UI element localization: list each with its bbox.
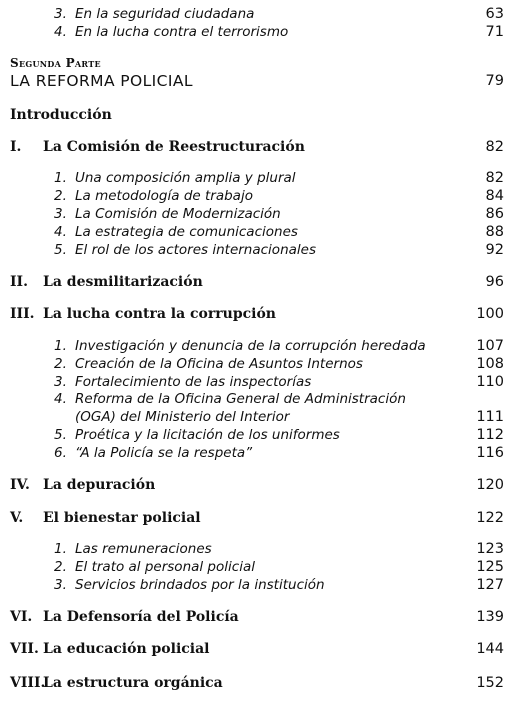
entry-title: Proética y la licitación de los uniformes <box>75 427 340 443</box>
entry-number: 3. <box>54 6 67 22</box>
entry-page: 86 <box>485 206 504 222</box>
entry-number: 3. <box>54 577 67 593</box>
entry-title: Las remuneraciones <box>75 541 212 557</box>
entry-number: 5. <box>54 242 67 258</box>
entry-title: Fortalecimiento de las inspectorías <box>75 374 312 390</box>
introduction-heading: Introducción <box>10 107 112 123</box>
section-title: El bienestar policial <box>43 510 201 526</box>
entry-page: 71 <box>485 24 504 40</box>
entry-number: 2. <box>54 356 67 372</box>
section-number: V. <box>10 510 24 526</box>
section-page: 120 <box>476 477 504 493</box>
entry-page: 63 <box>485 6 504 22</box>
entry-title: Creación de la Oficina de Asuntos Internos <box>75 356 363 372</box>
entry-title: El rol de los actores internacionales <box>75 242 316 258</box>
section-number: VI. <box>10 609 33 625</box>
entry-page: 123 <box>476 541 504 557</box>
section-number: I. <box>10 139 22 155</box>
entry-page: 92 <box>485 242 504 258</box>
entry-title: La estrategia de comunicaciones <box>75 224 298 240</box>
entry-title-continuation: (OGA) del Ministerio del Interior <box>75 409 290 425</box>
section-page: 96 <box>485 274 504 290</box>
entry-title: Reforma de la Oficina General de Administración <box>75 391 406 407</box>
section-title: La Defensoría del Policía <box>43 609 239 625</box>
entry-title: Investigación y denuncia de la corrupción heredada <box>75 338 426 354</box>
entry-page: 107 <box>476 338 504 354</box>
part-title: LA REFORMA POLICIAL <box>10 72 193 90</box>
section-title: La lucha contra la corrupción <box>43 306 276 322</box>
section-page: 82 <box>485 139 504 155</box>
entry-title: La Comisión de Modernización <box>75 206 281 222</box>
entry-title: “A la Policía se la respeta” <box>75 445 253 461</box>
part-label: Segunda Parte <box>10 56 101 70</box>
entry-number: 3. <box>54 206 67 222</box>
section-number: II. <box>10 274 28 290</box>
entry-number: 4. <box>54 391 67 407</box>
entry-number: 1. <box>54 170 67 186</box>
entry-page: 110 <box>476 374 504 390</box>
section-title: La estructura orgánica <box>43 675 223 691</box>
entry-page: 111 <box>476 409 504 425</box>
entry-title: En la seguridad ciudadana <box>75 6 255 22</box>
section-title: La Comisión de Reestructuración <box>43 139 305 155</box>
entry-number: 2. <box>54 559 67 575</box>
entry-number: 2. <box>54 188 67 204</box>
part-page: 79 <box>485 73 504 89</box>
entry-number: 3. <box>54 374 67 390</box>
section-title: La depuración <box>43 477 156 493</box>
section-page: 144 <box>476 641 504 657</box>
entry-title: Una composición amplia y plural <box>75 170 296 186</box>
section-number: IV. <box>10 477 30 493</box>
entry-page: 84 <box>485 188 504 204</box>
section-title: La educación policial <box>43 641 210 657</box>
section-page: 122 <box>476 510 504 526</box>
entry-title: La metodología de trabajo <box>75 188 253 204</box>
entry-title: En la lucha contra el terrorismo <box>75 24 289 40</box>
section-title: La desmilitarización <box>43 274 203 290</box>
section-number: III. <box>10 306 35 322</box>
entry-number: 1. <box>54 338 67 354</box>
entry-title: Servicios brindados por la institución <box>75 577 325 593</box>
entry-number: 4. <box>54 224 67 240</box>
section-number: VIII. <box>10 675 46 691</box>
entry-page: 116 <box>476 445 504 461</box>
entry-number: 4. <box>54 24 67 40</box>
entry-page: 127 <box>476 577 504 593</box>
section-page: 100 <box>476 306 504 322</box>
entry-page: 88 <box>485 224 504 240</box>
section-page: 152 <box>476 675 504 691</box>
section-page: 139 <box>476 609 504 625</box>
section-number: VII. <box>10 641 39 657</box>
entry-page: 125 <box>476 559 504 575</box>
entry-page: 108 <box>476 356 504 372</box>
entry-title: El trato al personal policial <box>75 559 255 575</box>
entry-number: 1. <box>54 541 67 557</box>
entry-page: 112 <box>476 427 504 443</box>
entry-number: 6. <box>54 445 67 461</box>
entry-page: 82 <box>485 170 504 186</box>
entry-number: 5. <box>54 427 67 443</box>
